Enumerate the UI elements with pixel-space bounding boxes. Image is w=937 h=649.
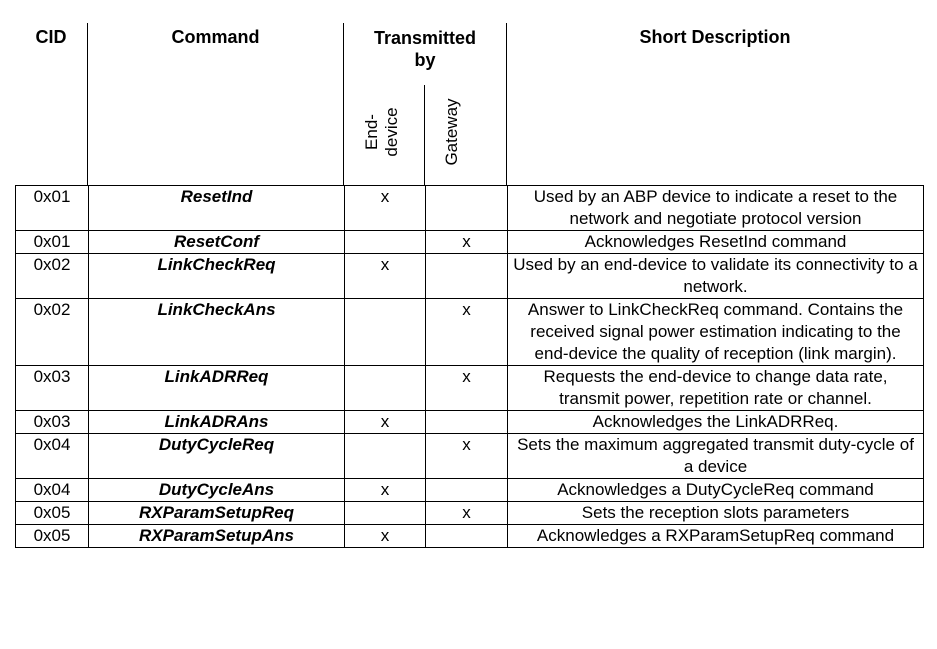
cell-command: LinkCheckReq [89, 254, 345, 299]
cell-description: Acknowledges ResetInd command [508, 231, 924, 254]
table-row [16, 502, 924, 525]
cell-command: LinkCheckAns [89, 299, 345, 366]
table-row [16, 411, 924, 434]
cell-gateway [426, 254, 508, 299]
cell-cid: 0x01 [16, 186, 89, 231]
table-row [16, 525, 924, 548]
table-row [16, 299, 924, 366]
cell-description: Acknowledges a DutyCycleReq command [508, 479, 924, 502]
cell-command: RXParamSetupReq [89, 502, 345, 525]
cell-cid: 0x03 [16, 366, 89, 411]
header-divider [506, 23, 507, 185]
cell-description: Answer to LinkCheckReq command. Contains the received signal power estimation indicating to the end-device the quality of reception (link margin). [508, 299, 924, 366]
table-row [16, 254, 924, 299]
cell-cid: 0x04 [16, 434, 89, 479]
cell-command: ResetInd [89, 186, 345, 231]
header-end-device-line1: End- [362, 114, 381, 150]
header-divider [87, 23, 88, 185]
cell-end-device: x [345, 254, 426, 299]
cell-description: Used by an ABP device to indicate a reset to the network and negotiate protocol version [508, 186, 924, 231]
cell-cid: 0x01 [16, 231, 89, 254]
cell-gateway: x [426, 231, 508, 254]
cell-gateway: x [426, 299, 508, 366]
table-row [16, 231, 924, 254]
cell-description: Requests the end-device to change data rate, transmit power, repetition rate or channel. [508, 366, 924, 411]
cell-cid: 0x02 [16, 254, 89, 299]
header-transmitted [344, 27, 506, 71]
cell-cid: 0x05 [16, 525, 89, 548]
header-divider [424, 85, 425, 185]
cell-end-device: x [345, 479, 426, 502]
header-end-device-line2: device [382, 107, 401, 157]
table-row [16, 434, 924, 479]
cell-end-device: x [345, 411, 426, 434]
table-header [0, 0, 937, 185]
cell-command: LinkADRReq [89, 366, 345, 411]
cell-command: ResetConf [89, 231, 345, 254]
header-cid: CID [35, 27, 67, 47]
header-transmitted-line1: Transmitted [373, 28, 477, 48]
cell-gateway [426, 525, 508, 548]
table-row [16, 479, 924, 502]
header-description: Short Description [639, 27, 791, 47]
cell-end-device [345, 231, 426, 254]
cell-end-device [345, 299, 426, 366]
cell-command: RXParamSetupAns [89, 525, 345, 548]
cell-command: DutyCycleAns [89, 479, 345, 502]
cell-gateway [426, 186, 508, 231]
cell-command: DutyCycleReq [89, 434, 345, 479]
cell-command: LinkADRAns [89, 411, 345, 434]
cell-end-device [345, 502, 426, 525]
header-transmitted-line2: by [414, 50, 436, 70]
cell-description: Sets the reception slots parameters [508, 502, 924, 525]
cell-end-device [345, 434, 426, 479]
cell-description: Acknowledges the LinkADRReq. [508, 411, 924, 434]
table-row [16, 366, 924, 411]
cell-cid: 0x04 [16, 479, 89, 502]
header-divider [343, 23, 344, 185]
cell-gateway: x [426, 366, 508, 411]
cell-cid: 0x02 [16, 299, 89, 366]
cell-end-device [345, 366, 426, 411]
data-table [15, 185, 924, 548]
header-command: Command [171, 27, 260, 47]
header-gateway: Gateway [442, 98, 461, 166]
cell-cid: 0x03 [16, 411, 89, 434]
cell-end-device: x [345, 525, 426, 548]
cell-description: Acknowledges a RXParamSetupReq command [508, 525, 924, 548]
cell-gateway: x [426, 434, 508, 479]
cell-description: Sets the maximum aggregated transmit duty-cycle of a device [508, 434, 924, 479]
header-end-device [362, 82, 406, 182]
cell-description: Used by an end-device to validate its connectivity to a network. [508, 254, 924, 299]
cell-end-device: x [345, 186, 426, 231]
table-body [16, 186, 924, 548]
cell-cid: 0x05 [16, 502, 89, 525]
cell-gateway [426, 411, 508, 434]
table-row [16, 186, 924, 231]
cell-gateway [426, 479, 508, 502]
cell-gateway: x [426, 502, 508, 525]
